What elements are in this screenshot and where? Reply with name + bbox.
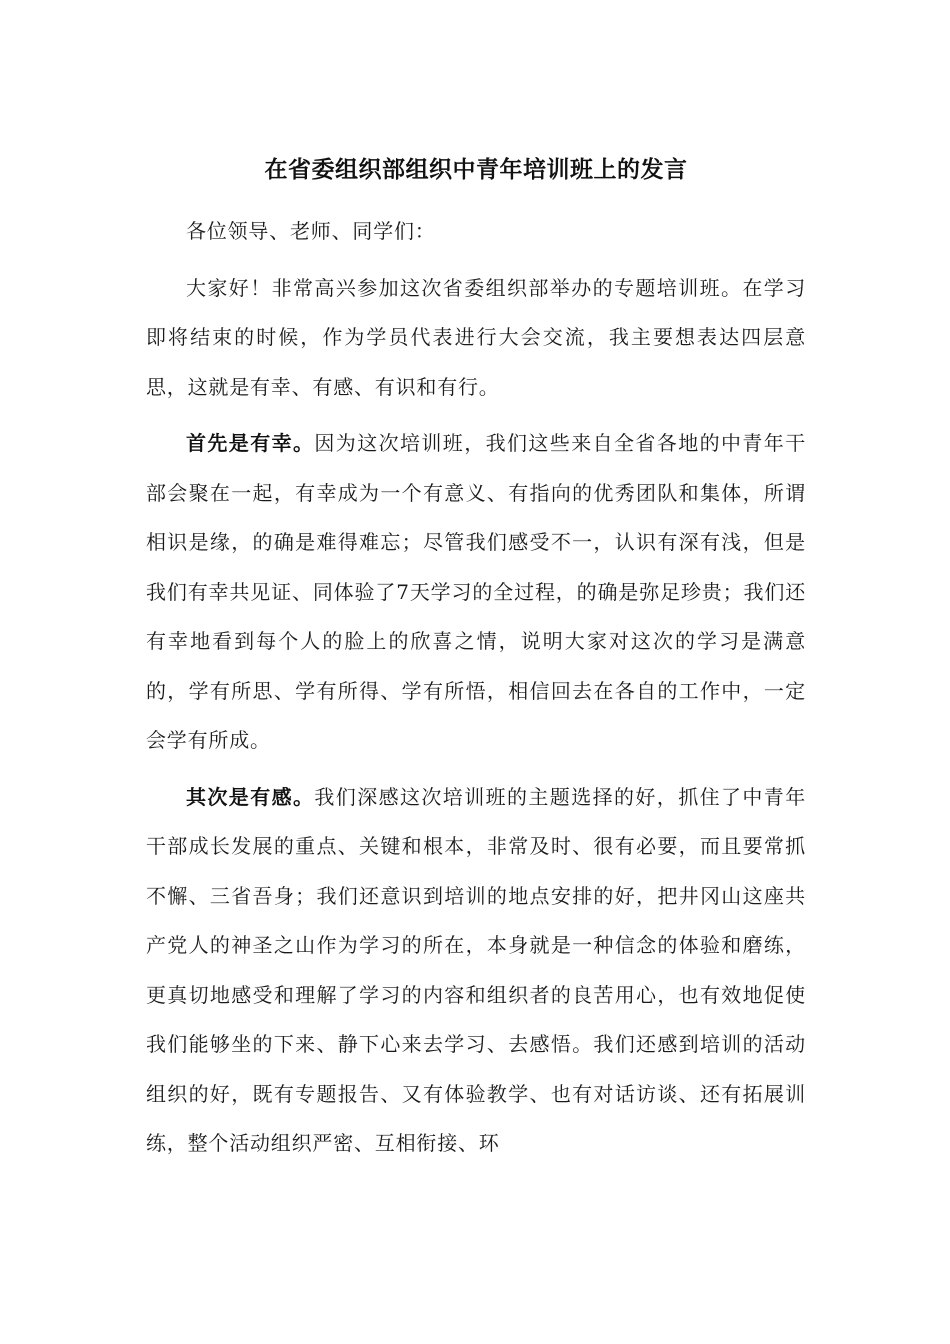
section-1-body: 因为这次培训班，我们这些来自全省各地的中青年干部会聚在一起，有幸成为一个有意义、有指向的优秀团队和集体，所谓相识是缘，的确是难得难忘；尽管我们感受不一，认识有深有浅，但是我们有幸共见证、同体验了7天学习的全过程，的确是弥足珍贵；我们还有幸地看到每个人的脸上的欣喜之情，说明大家对这次的学习是满意的，学有所思、学有所得、学有所悟，相信回去在各自的工作中，一定会学有所成。	[146, 431, 806, 752]
salutation-paragraph: 各位领导、老师、同学们：	[186, 219, 436, 243]
section-2-paragraph	[146, 773, 806, 1169]
intro-paragraph: 大家好！非常高兴参加这次省委组织部举办的专题培训班。在学习即将结束的时候，作为学员代表进行大会交流，我主要想表达四层意思，这就是有幸、有感、有识和有行。	[146, 275, 806, 399]
section-2-lead: 其次是有感。	[186, 784, 315, 809]
section-1-lead: 首先是有幸。	[186, 431, 315, 455]
document-page	[146, 150, 806, 1176]
document-title: 在省委组织部组织中青年培训班上的发言	[264, 156, 688, 183]
section-1-paragraph	[146, 419, 806, 766]
section-2-body: 我们深感这次培训班的主题选择的好，抓住了中青年干部成长发展的重点、关键和根本，非常及时、很有必要，而且要常抓不懈、三省吾身；我们还意识到培训的地点安排的好，把井冈山这座共产党人的神圣之山作为学习的所在，本身就是一种信念的体验和磨练，更真切地感受和理解了学习的内容和组织者的良苦用心，也有效地促使我们能够坐的下来、静下心来去学习、去感悟。我们还感到培训的活动组织的好，既有专题报告、又有体验教学、也有对话访谈、还有拓展训练，整个活动组织严密、互相衔接、环	[146, 784, 806, 1155]
